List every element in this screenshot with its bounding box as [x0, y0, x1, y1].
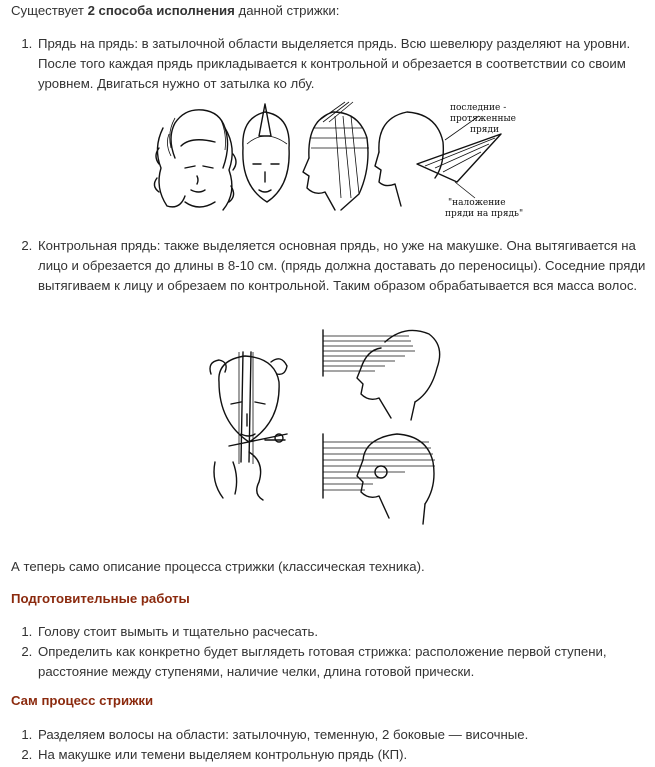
profile-short-lines-illustration	[323, 434, 435, 524]
process-item-2: 2. На макушке или темени выделяем контрольную прядь (КП).	[36, 745, 647, 765]
profile-comb-head-illustration	[303, 102, 369, 210]
front-head-comb-illustration	[210, 352, 287, 500]
process-heading: Сам процесс стрижки	[11, 693, 154, 708]
label-strands: пряди	[470, 125, 499, 135]
label-overlay: "наложение	[448, 198, 506, 208]
profile-bun-lines-illustration	[323, 330, 440, 420]
method-item-2: 2. Контрольная прядь: также выделяется основная прядь, но уже на макушке. Она вытягивается на лицо и обрезается до длины в 8-10 см. (прядь должна доставать до переносицы). Соседние пряди вытягиваем к лицу и обрезаем по контрольной. Таким образом обрабатывается вся масса волос.	[36, 236, 647, 296]
prep-item-1: 1. Голову стоит вымыть и тщательно расчесать.	[36, 622, 647, 642]
strand-on-strand-figure	[145, 98, 527, 226]
methods-list-2	[0, 236, 647, 296]
prep-list	[0, 622, 647, 682]
front-view-head-illustration	[243, 104, 289, 202]
intro-bold: 2 способа исполнения	[87, 3, 235, 18]
prep-heading: Подготовительные работы	[11, 591, 190, 606]
description-text: А теперь само описание процесса стрижки (классическая техника).	[11, 559, 425, 574]
intro-text: Существует 2 способа исполнения данной стрижки:	[11, 3, 340, 18]
curly-hair-head-illustration	[154, 110, 236, 210]
label-last-strands: последние -	[450, 103, 507, 113]
methods-list-1	[0, 34, 647, 94]
label-stretched: протяженные	[450, 114, 516, 124]
process-list	[0, 725, 647, 765]
prep-item-2: 2. Определить как конкретно будет выглядеть готовая стрижка: расположение первой ступени, расстояние между ступенями, наличие челки, длина готовой прически.	[36, 642, 647, 682]
control-strand-figure	[205, 322, 465, 532]
method-item-1: 1. Прядь на прядь: в затылочной области выделяется прядь. Всю шевелюру разделяют на уровни. После того каждая прядь прикладывается к контрольной и обрезается в соответствии со своим уровнем. Двигаться нужно от затылка ко лбу.	[36, 34, 647, 94]
label-strand-on-strand: пряди на прядь"	[445, 209, 524, 219]
process-item-1: 1. Разделяем волосы на области: затылочную, теменную, 2 боковые — височные.	[36, 725, 647, 745]
